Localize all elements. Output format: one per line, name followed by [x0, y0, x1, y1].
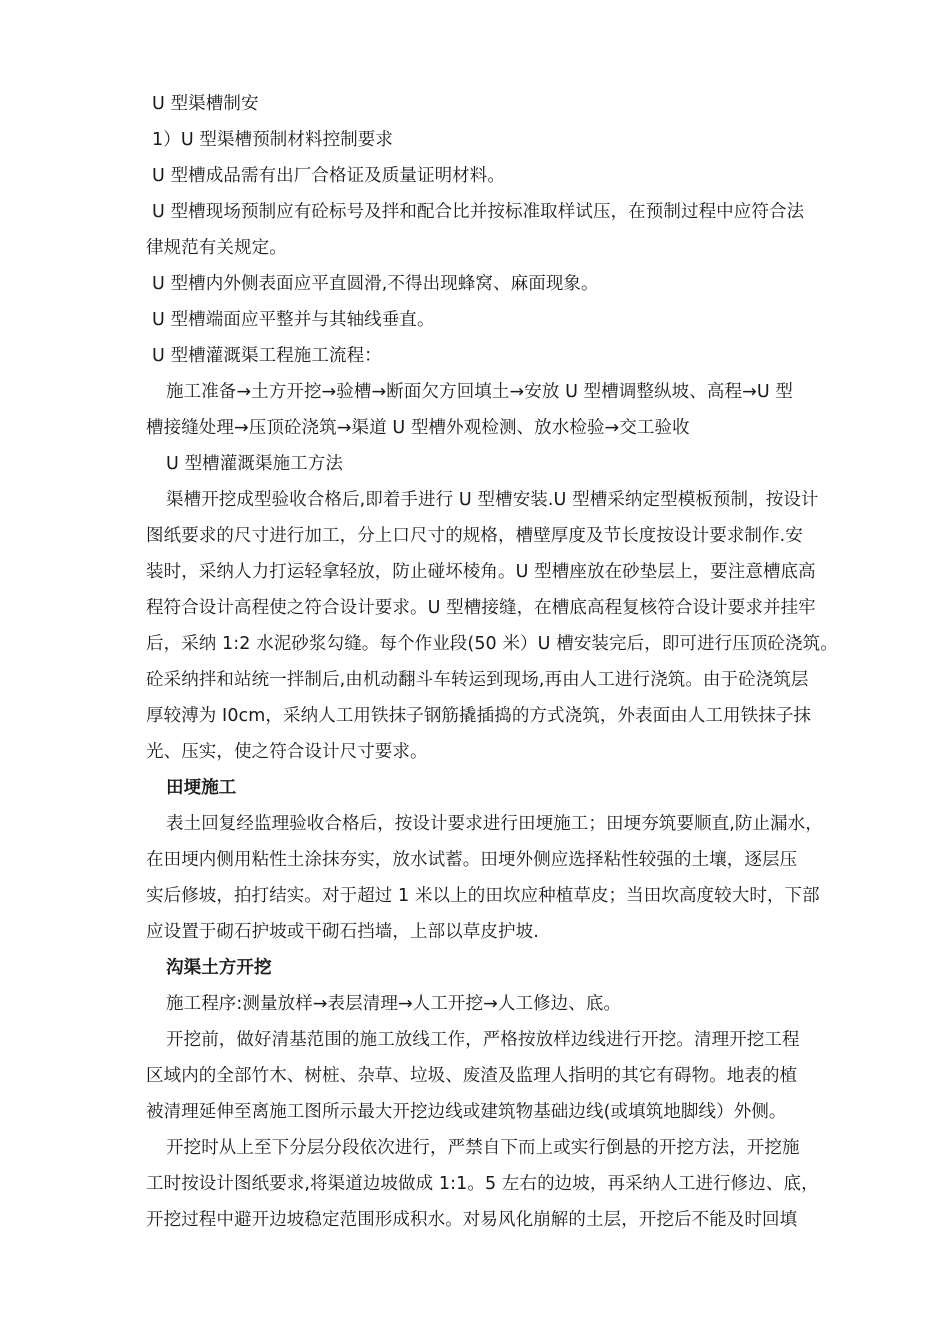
section-heading: 沟渠土方开挖	[166, 958, 272, 978]
paragraph-line: U 型槽灌溉渠工程施工流程：	[152, 346, 382, 366]
paragraph-line: 槽接缝处理→压顶砼浇筑→渠道 U 型槽外观检测、放水检验→交工验收	[146, 418, 690, 438]
paragraph-line: 施工程序:测量放样→表层清理→人工开挖→人工修边、底。	[166, 994, 622, 1014]
paragraph-line: 程符合设计高程使之符合设计要求。U 型槽接缝，在槽底高程复核符合设计要求并挂牢	[146, 598, 816, 618]
paragraph-line: 开挖前，做好清基范围的施工放线工作，严格按放样边线进行开挖。清理开挖工程	[166, 1030, 800, 1050]
paragraph-line: 图纸要求的尺寸进行加工，分上口尺寸的规格，槽壁厚度及节长度按设计要求制作.安	[146, 526, 803, 546]
paragraph-line: 厚较溥为 I0cm，采纳人工用铁抹子钢筋撬插捣的方式浇筑，外表面由人工用铁抹子抹	[146, 706, 812, 726]
paragraph-line: 施工准备→土方开挖→验槽→断面欠方回填土→安放 U 型槽调整纵坡、高程→U 型	[166, 382, 794, 402]
paragraph-line: 砼采纳拌和站统一拌制后,由机动翻斗车转运到现场,再由人工进行浇筑。由于砼浇筑层	[146, 670, 809, 690]
paragraph-line: 开挖时从上至下分层分段依次进行，严禁自下而上或实行倒悬的开挖方法，开挖施	[166, 1138, 800, 1158]
paragraph-line: 实后修坡，拍打结实。对于超过 1 米以上的田坎应种植草皮；当田坎高度较大时，下部	[146, 886, 820, 906]
paragraph-line: 开挖过程中避开边坡稳定范围形成积水。对易风化崩解的土层，开挖后不能及时回填	[146, 1210, 798, 1230]
paragraph-line: 表土回复经监理验收合格后，按设计要求进行田埂施工；田埂夯筑要顺直,防止漏水，	[166, 814, 823, 834]
paragraph-line: U 型槽现场预制应有砼标号及拌和配合比并按标准取样试压，在预制过程中应符合法	[152, 202, 805, 222]
subsection-heading: 1）U 型渠槽预制材料控制要求	[152, 130, 394, 150]
section-heading: U 型槽灌溉渠施工方法	[166, 454, 343, 474]
paragraph-line: 应设置于砌石护坡或干砌石挡墙，上部以草皮护坡.	[146, 922, 539, 942]
paragraph-line: 区域内的全部竹木、树桩、杂草、垃圾、废渣及监理人指明的其它有碍物。地表的植	[146, 1066, 798, 1086]
paragraph-line: U 型槽端面应平整并与其轴线垂直。	[152, 310, 435, 330]
paragraph-line: 后，采纳 1:2 水泥砂浆勾缝。每个作业段(50 米）U 槽安装完后，即可进行压顶砼浇筑。	[146, 634, 838, 654]
paragraph-line: 光、压实，使之符合设计尺寸要求。	[146, 742, 428, 762]
paragraph-line: U 型槽成品需有出厂合格证及质量证明材料。	[152, 166, 505, 186]
paragraph-line: 在田埂内侧用粘性土涂抹夯实，放水试蓄。田埂外侧应选择粘性较强的土壤，逐层压	[146, 850, 798, 870]
paragraph-line: 装时，采纳人力打运轻拿轻放，防止碰坏棱角。U 型槽座放在砂垫层上，要注意槽底高	[146, 562, 816, 582]
paragraph-line: 渠槽开挖成型验收合格后,即着手进行 U 型槽安装.U 型槽采纳定型模板预制，按设计	[166, 490, 819, 510]
paragraph-line: 律规范有关规定。	[146, 238, 287, 258]
paragraph-line: 被清理延伸至离施工图所示最大开挖边线或建筑物基础边线(或填筑地脚线）外侧。	[146, 1102, 787, 1122]
paragraph-line: 工时按设计图纸要求,将渠道边坡做成 1:1。5 左右的边坡，再采纳人工进行修边、底，	[146, 1174, 819, 1194]
paragraph-line: U 型槽内外侧表面应平直圆滑,不得出现蜂窝、麻面现象。	[152, 274, 599, 294]
section-heading: 田埂施工	[166, 778, 237, 798]
section-heading: U 型渠槽制安	[152, 94, 259, 114]
